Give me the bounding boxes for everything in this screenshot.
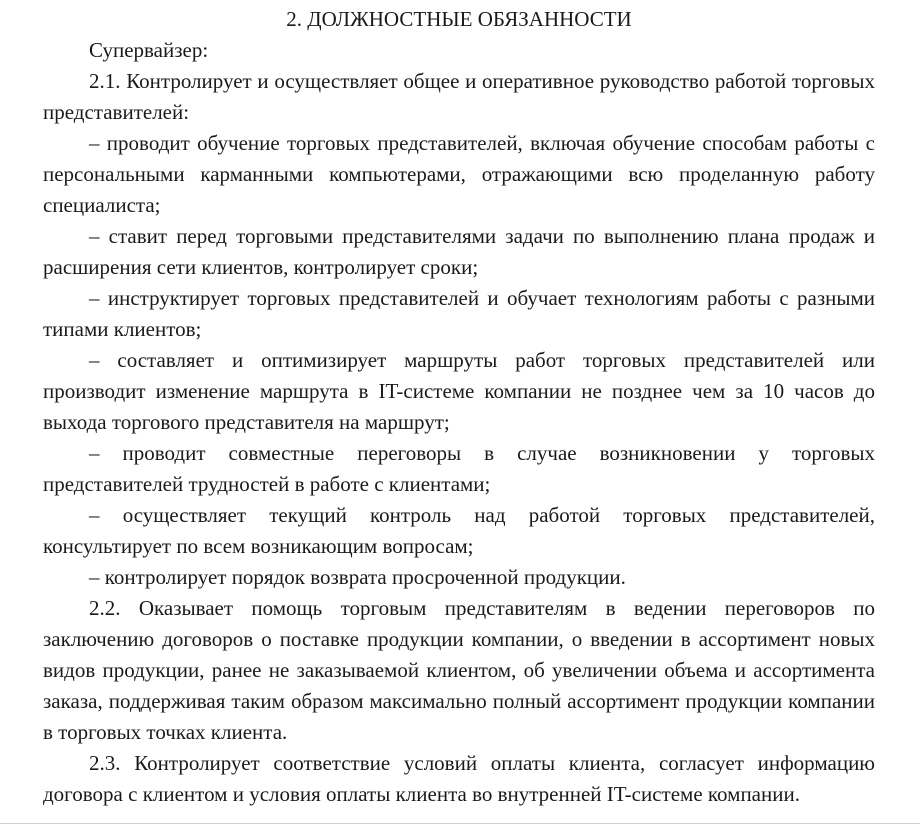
paragraph-instructs: – инструктирует торговых представителей и обучает технологиям работы с разными типами клиентов; — [43, 286, 875, 341]
paragraph-returns: – контролирует порядок возврата просроченной продукции. — [89, 565, 626, 589]
paragraph-negotiations: – проводит совместные переговоры в случае возникновении у торговых представителей трудностей в работе с клиентами; — [43, 441, 875, 496]
paragraph-control: – осуществляет текущий контроль над работой торговых представителей, консультирует по всем возникающим вопросам; — [43, 503, 875, 558]
section-heading: 2. ДОЛЖНОСТНЫЕ ОБЯЗАННОСТИ — [286, 7, 632, 31]
paragraph-2-3: 2.3. Контролирует соответствие условий оплаты клиента, согласует информацию договора с клиентом и условия оплаты клиента во внутренней IT-системе компании. — [43, 751, 875, 806]
paragraph-role: Супервайзер: — [89, 38, 209, 62]
paragraph-2-1: 2.1. Контролирует и осуществляет общее и оперативное руководство работой торговых представителей: — [43, 69, 875, 124]
paragraph-tasks: – ставит перед торговыми представителями задачи по выполнению плана продаж и расширения сети клиентов, контролирует сроки; — [43, 224, 875, 279]
page-bottom-edge — [0, 823, 920, 830]
paragraph-2-2: 2.2. Оказывает помощь торговым представителям в ведении переговоров по заключению договоров о поставке продукции компании, о введении в ассортимент новых видов продукции, ранее не заказываемой клиентом, об увеличении объема и ассортимента заказа, поддерживая таким образом максимально полный ассортимент продукции компании в торговых точках клиента. — [43, 596, 875, 744]
document-body — [43, 4, 875, 810]
paragraph-training: – проводит обучение торговых представителей, включая обучение способам работы с персональными карманными компьютерами, отражающими всю проделанную работу специалиста; — [43, 131, 875, 217]
paragraph-routes: – составляет и оптимизирует маршруты работ торговых представителей или производит изменение маршрута в IT-системе компании не позднее чем за 10 часов до выхода торгового представителя на маршрут; — [43, 348, 875, 434]
